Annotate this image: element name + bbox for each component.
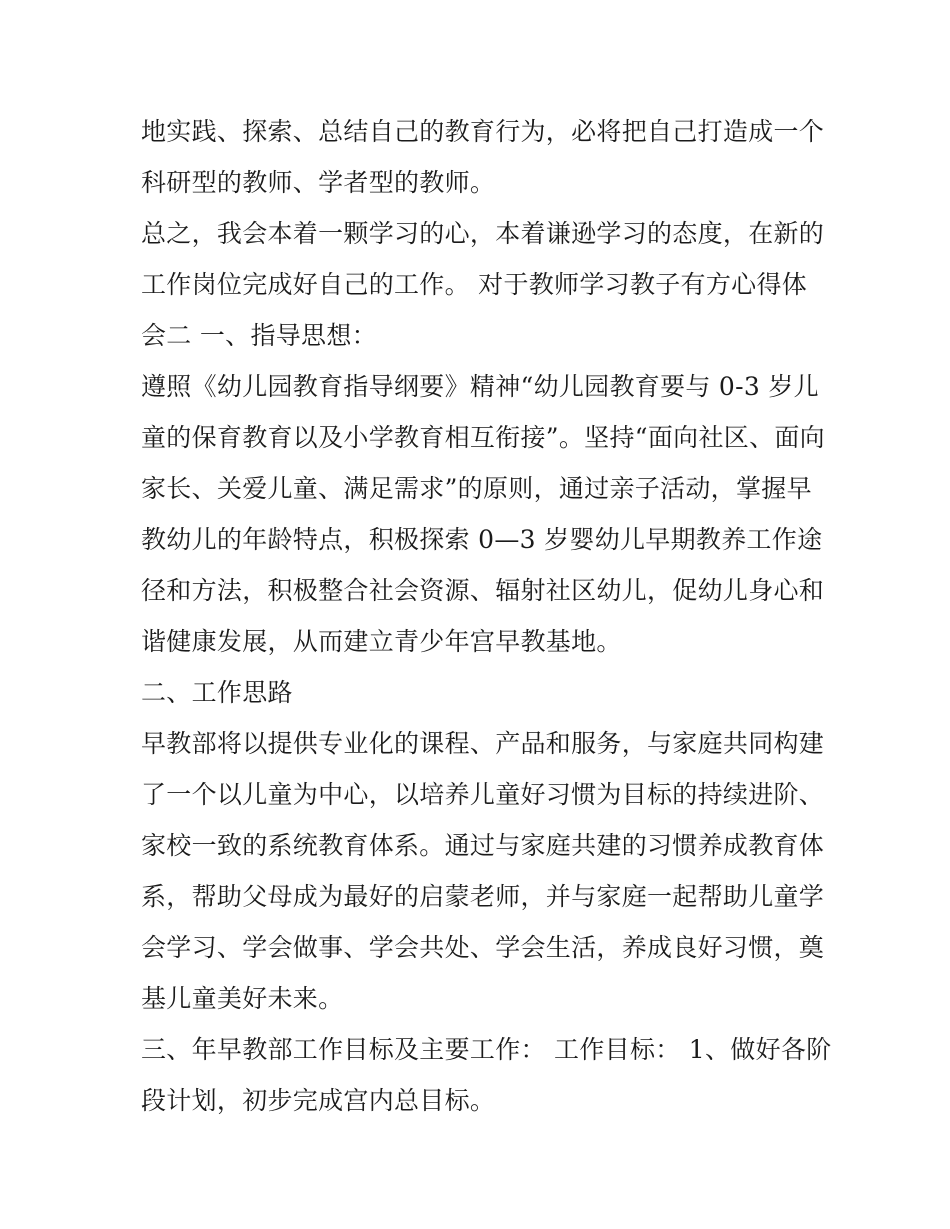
text-line: 遵照《幼儿园教育指导纲要》精神“幼儿园教育要与 0-3 岁儿 [141, 372, 819, 401]
text-line: 地实践、探索、总结自己的教育行为，必将把自己打造成一个 [141, 117, 825, 146]
text-line: 早教部将以提供专业化的课程、产品和服务，与家庭共同构建 [141, 729, 825, 758]
text-line: 教幼儿的年龄特点，积极探索 0—3 岁婴幼儿早期教养工作途 [141, 525, 823, 554]
text-line: 家校一致的系统教育体系。通过与家庭共建的习惯养成教育体 [141, 831, 825, 860]
text-line: 工作岗位完成好自己的工作。 对于教师学习教子有方心得体 [141, 270, 808, 299]
text-line: 童的保育教育以及小学教育相互衔接”。坚持“面向社区、面向 [141, 423, 825, 452]
text-line: 了一个以儿童为中心，以培养儿童好习惯为目标的持续进阶、 [141, 780, 825, 809]
text-line: 科研型的教师、学者型的教师。 [141, 168, 496, 197]
text-line: 家长、关爱儿童、满足需求”的原则，通过亲子活动，掌握早 [141, 474, 812, 503]
text-line: 会学习、学会做事、学会共处、学会生活，养成良好习惯，奠 [141, 933, 825, 962]
text-line: 会二 一、指导思想： [141, 321, 377, 350]
section-heading: 二、工作思路 [141, 678, 293, 707]
text-line: 系，帮助父母成为最好的启蒙老师，并与家庭一起帮助儿童学 [141, 882, 825, 911]
text-line: 径和方法，积极整合社会资源、辐射社区幼儿，促幼儿身心和 [141, 576, 825, 605]
text-line: 总之，我会本着一颗学习的心，本着谦逊学习的态度，在新的 [141, 219, 825, 248]
text-line: 谐健康发展，从而建立青少年宫早教基地。 [141, 627, 622, 656]
document-body [141, 106, 832, 1126]
text-line: 基儿童美好未来。 [141, 984, 344, 1013]
text-line: 段计划，初步完成宫内总目标。 [141, 1086, 496, 1115]
section-heading: 三、年早教部工作目标及主要工作： 工作目标： 1、做好各阶 [141, 1035, 832, 1064]
